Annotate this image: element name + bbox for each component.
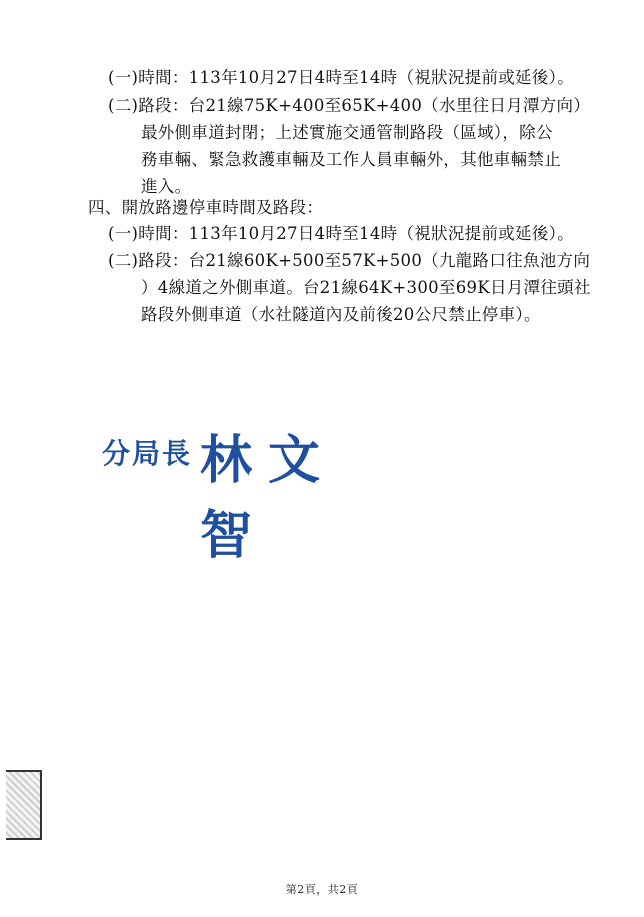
- section3-road-line-1: (二)路段：台21線75K+400至65K+400（水里往日月潭方向）: [108, 96, 591, 115]
- section3-road-line-4: 進入。: [141, 177, 192, 196]
- section4-road-line-1: (二)路段：台21線60K+500至57K+500（九龍路口往魚池方向: [108, 251, 591, 270]
- section3-road-line-3: 務車輛、緊急救護車輛及工作人員車輛外，其他車輛禁止: [141, 150, 561, 169]
- page-number-footer: 第2頁，共2頁: [285, 883, 359, 896]
- binding-seal-stamp: [6, 770, 42, 840]
- section3-road-line-2: 最外側車道封閉；上述實施交通管制路段（區域），除公: [141, 123, 553, 142]
- section4-heading: 四、開放路邊停車時間及路段：: [88, 198, 324, 217]
- section4-road-line-2: ）4線道之外側車道。台21線64K+300至69K日月潭往頭社: [141, 278, 591, 297]
- section3-time-line: (一)時間：113年10月27日4時至14時（視狀況提前或延後）。: [108, 68, 575, 87]
- section4-road-line-3: 路段外側車道（水社隧道內及前後20公尺禁止停車）。: [141, 305, 541, 324]
- signature-name: 林文智: [200, 431, 337, 566]
- signature-stamp: [96, 418, 396, 566]
- signature-title: 分局長: [102, 437, 193, 470]
- section4-time-line: (一)時間：113年10月27日4時至14時（視狀況提前或延後）。: [108, 224, 575, 243]
